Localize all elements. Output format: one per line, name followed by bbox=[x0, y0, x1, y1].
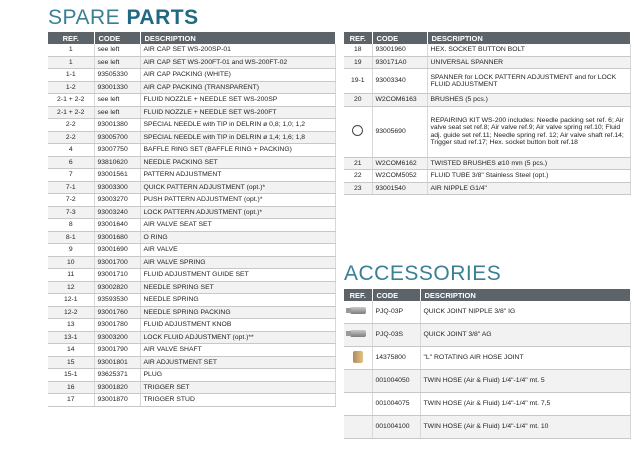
ref-cell: 12 bbox=[48, 281, 94, 294]
code-cell: 93810620 bbox=[94, 156, 140, 169]
description-cell: PLUG bbox=[140, 369, 335, 382]
icon-cell bbox=[344, 370, 372, 393]
description-cell: BRUSHES (5 pcs.) bbox=[427, 94, 630, 107]
ref-cell: 4 bbox=[48, 144, 94, 157]
table-row bbox=[344, 370, 630, 393]
ref-cell: 12-1 bbox=[48, 294, 94, 307]
code-cell: W2COM6163 bbox=[372, 94, 427, 107]
ref-cell bbox=[344, 106, 372, 157]
ref-cell: 13 bbox=[48, 319, 94, 332]
description-cell: TWIN HOSE (Air & Fluid) 1/4"-1/4" mt. 10 bbox=[420, 416, 630, 439]
table-row bbox=[48, 281, 335, 294]
code-cell: PJQ-03P bbox=[372, 301, 420, 324]
accessories-table bbox=[344, 289, 631, 439]
description-cell: AIR CAP PACKING (WHITE) bbox=[140, 69, 335, 82]
description-cell: FLUID TUBE 3/8" Stainless Steel (opt.) bbox=[427, 170, 630, 183]
header-ref: REF. bbox=[48, 32, 94, 44]
ref-cell: 14 bbox=[48, 344, 94, 357]
ref-cell: 8-1 bbox=[48, 231, 94, 244]
table-row bbox=[344, 301, 630, 324]
code-cell: W2COM6162 bbox=[372, 157, 427, 170]
ref-cell: 1 bbox=[48, 56, 94, 69]
title-bold: PARTS bbox=[126, 6, 199, 29]
description-cell: UNIVERSAL SPANNER bbox=[427, 56, 630, 69]
description-cell: NEEDLE PACKING SET bbox=[140, 156, 335, 169]
code-cell: see left bbox=[94, 44, 140, 56]
description-cell: TRIGGER SET bbox=[140, 381, 335, 394]
table-header bbox=[48, 32, 335, 44]
code-cell: 93625371 bbox=[94, 369, 140, 382]
code-cell: 93003270 bbox=[94, 194, 140, 207]
table-row bbox=[48, 394, 335, 407]
code-cell: 001004050 bbox=[372, 370, 420, 393]
ref-cell: 1-1 bbox=[48, 69, 94, 82]
ref-cell: 7 bbox=[48, 169, 94, 182]
ref-cell: 7-1 bbox=[48, 181, 94, 194]
table-row bbox=[48, 294, 335, 307]
ref-cell: 13-1 bbox=[48, 331, 94, 344]
table-row bbox=[344, 106, 630, 157]
table-row bbox=[48, 119, 335, 132]
ref-cell: 7-2 bbox=[48, 194, 94, 207]
ref-cell: 16 bbox=[48, 381, 94, 394]
ref-cell: 15-1 bbox=[48, 369, 94, 382]
ref-cell: 2-1 + 2-2 bbox=[48, 106, 94, 119]
ref-cell: 15 bbox=[48, 356, 94, 369]
description-cell: LOCK PATTERN ADJUSTMENT (opt.)* bbox=[140, 206, 335, 219]
code-cell: 93002820 bbox=[94, 281, 140, 294]
code-cell: 93001680 bbox=[94, 231, 140, 244]
code-cell: 93001540 bbox=[372, 182, 427, 195]
code-cell: 93007750 bbox=[94, 144, 140, 157]
quick-joint-nipple-icon bbox=[350, 307, 366, 314]
description-cell: FLUID NOZZLE + NEEDLE SET WS-200SP bbox=[140, 94, 335, 107]
table-row bbox=[48, 144, 335, 157]
table-row bbox=[48, 206, 335, 219]
table-row bbox=[48, 169, 335, 182]
description-cell: REPAIRING KIT WS-200 includes: Needle packing set ref. 6; Air valve seat set ref.8; Air valve ref.9; Air valve spring ref.10; Fluid adj. guide set ref.11; Needle spring ref. 12; Air valve shaft ref.14; Trigger stud ref.17; Hex. socket button bolt ref.18 bbox=[427, 106, 630, 157]
code-cell: 93003340 bbox=[372, 69, 427, 94]
table-row bbox=[48, 269, 335, 282]
ref-cell: 9 bbox=[48, 244, 94, 257]
code-cell: 93001640 bbox=[94, 219, 140, 232]
table-row bbox=[48, 381, 335, 394]
code-cell: 93001960 bbox=[372, 44, 427, 56]
table-row bbox=[48, 244, 335, 257]
description-cell: AIR NIPPLE G1/4" bbox=[427, 182, 630, 195]
header-code: CODE bbox=[94, 32, 140, 44]
description-cell: AIR VALVE bbox=[140, 244, 335, 257]
table-row bbox=[48, 69, 335, 82]
code-cell: 001004075 bbox=[372, 393, 420, 416]
description-cell: QUICK JOINT NIPPLE 3/8" IG bbox=[420, 301, 630, 324]
code-cell: 93001330 bbox=[94, 81, 140, 94]
ref-cell: 10 bbox=[48, 256, 94, 269]
accessories-title: ACCESSORIES bbox=[344, 262, 502, 285]
spare-parts-table-left bbox=[48, 32, 336, 407]
table-row bbox=[48, 256, 335, 269]
description-cell: TRIGGER STUD bbox=[140, 394, 335, 407]
table-row bbox=[344, 347, 630, 370]
ref-cell: 1 bbox=[48, 44, 94, 56]
table-row bbox=[48, 156, 335, 169]
code-cell: 93001700 bbox=[94, 256, 140, 269]
description-cell: AIR CAP PACKING (TRANSPARENT) bbox=[140, 81, 335, 94]
table-row bbox=[48, 319, 335, 332]
code-cell: 93001380 bbox=[94, 119, 140, 132]
table-row bbox=[48, 181, 335, 194]
description-cell: QUICK PATTERN ADJUSTMENT (opt.)* bbox=[140, 181, 335, 194]
icon-cell bbox=[344, 416, 372, 439]
repair-kit-circle-icon bbox=[352, 125, 363, 136]
icon-cell bbox=[344, 347, 372, 370]
table-row bbox=[48, 356, 335, 369]
table-header bbox=[344, 32, 630, 44]
code-cell: 93001820 bbox=[94, 381, 140, 394]
code-cell: 14375800 bbox=[372, 347, 420, 370]
ref-cell: 12-2 bbox=[48, 306, 94, 319]
description-cell: O RING bbox=[140, 231, 335, 244]
description-cell: PUSH PATTERN ADJUSTMENT (opt.)* bbox=[140, 194, 335, 207]
description-cell: SPECIAL NEEDLE with TIP in DELRIN ø 1,4; 1,6; 1,8 bbox=[140, 131, 335, 144]
description-cell: HEX. SOCKET BUTTON BOLT bbox=[427, 44, 630, 56]
ref-cell: 2-2 bbox=[48, 131, 94, 144]
quick-joint-icon bbox=[350, 330, 366, 337]
description-cell: AIR CAP SET WS-200FT-01 and WS-200FT-02 bbox=[140, 56, 335, 69]
code-cell: W2COM5052 bbox=[372, 170, 427, 183]
description-cell: AIR ADJUSTMENT SET bbox=[140, 356, 335, 369]
ref-cell: 7-3 bbox=[48, 206, 94, 219]
table-row bbox=[48, 56, 335, 69]
header-ref: REF. bbox=[344, 32, 372, 44]
description-cell: TWIN HOSE (Air & Fluid) 1/4"-1/4" mt. 5 bbox=[420, 370, 630, 393]
code-cell: 93593530 bbox=[94, 294, 140, 307]
table-row bbox=[344, 182, 630, 195]
table-row bbox=[48, 194, 335, 207]
table-row bbox=[48, 331, 335, 344]
ref-cell: 2-1 + 2-2 bbox=[48, 94, 94, 107]
code-cell: 93001690 bbox=[94, 244, 140, 257]
icon-cell bbox=[344, 324, 372, 347]
table-row bbox=[344, 69, 630, 94]
table-row bbox=[48, 94, 335, 107]
description-cell: AIR VALVE SHAFT bbox=[140, 344, 335, 357]
description-cell: PATTERN ADJUSTMENT bbox=[140, 169, 335, 182]
ref-cell: 19 bbox=[344, 56, 372, 69]
rotating-joint-icon bbox=[353, 351, 363, 363]
ref-cell: 22 bbox=[344, 170, 372, 183]
description-cell: TWISTED BRUSHES ø10 mm (5 pcs.) bbox=[427, 157, 630, 170]
ref-cell: 20 bbox=[344, 94, 372, 107]
description-cell: FLUID ADJUSTMENT GUIDE SET bbox=[140, 269, 335, 282]
description-cell: LOCK FLUID ADJUSTMENT (opt.)** bbox=[140, 331, 335, 344]
code-cell: 93001780 bbox=[94, 319, 140, 332]
description-cell: SPECIAL NEEDLE with TIP in DELRIN ø 0,8; 1,0; 1,2 bbox=[140, 119, 335, 132]
description-cell: FLUID ADJUSTMENT KNOB bbox=[140, 319, 335, 332]
ref-cell: 8 bbox=[48, 219, 94, 232]
code-cell: 93003200 bbox=[94, 331, 140, 344]
table-row bbox=[344, 393, 630, 416]
table-row bbox=[344, 324, 630, 347]
code-cell: 93005690 bbox=[372, 106, 427, 157]
description-cell: "L" ROTATING AIR HOSE JOINT bbox=[420, 347, 630, 370]
table-row bbox=[344, 94, 630, 107]
table-row bbox=[48, 44, 335, 56]
icon-cell bbox=[344, 393, 372, 416]
code-cell: 93001710 bbox=[94, 269, 140, 282]
description-cell: SPANNER for LOCK PATTERN ADJUSTMENT and for LOCK FLUID ADJUSTMENT bbox=[427, 69, 630, 94]
table-row bbox=[48, 344, 335, 357]
table-row bbox=[48, 219, 335, 232]
table-header bbox=[344, 289, 630, 301]
table-row bbox=[48, 231, 335, 244]
code-cell: see left bbox=[94, 56, 140, 69]
spare-parts-title bbox=[48, 6, 199, 30]
description-cell: NEEDLE SPRING PACKING bbox=[140, 306, 335, 319]
code-cell: see left bbox=[94, 94, 140, 107]
ref-cell: 1-2 bbox=[48, 81, 94, 94]
code-cell: 93001760 bbox=[94, 306, 140, 319]
header-ref: REF. bbox=[344, 289, 372, 301]
code-cell: 93001561 bbox=[94, 169, 140, 182]
description-cell: AIR CAP SET WS-200SP-01 bbox=[140, 44, 335, 56]
code-cell: 93001801 bbox=[94, 356, 140, 369]
ref-cell: 18 bbox=[344, 44, 372, 56]
ref-cell: 21 bbox=[344, 157, 372, 170]
description-cell: FLUID NOZZLE + NEEDLE SET WS-200FT bbox=[140, 106, 335, 119]
title-light: SPARE bbox=[48, 6, 121, 29]
table-row bbox=[344, 44, 630, 56]
table-row bbox=[48, 106, 335, 119]
code-cell: 93003240 bbox=[94, 206, 140, 219]
header-code: CODE bbox=[372, 289, 420, 301]
description-cell: QUICK JOINT 3/8" AG bbox=[420, 324, 630, 347]
ref-cell: 23 bbox=[344, 182, 372, 195]
ref-cell: 2-2 bbox=[48, 119, 94, 132]
description-cell: NEEDLE SPRING bbox=[140, 294, 335, 307]
table-row bbox=[48, 369, 335, 382]
description-cell: AIR VALVE SEAT SET bbox=[140, 219, 335, 232]
code-cell: PJQ-03S bbox=[372, 324, 420, 347]
description-cell: TWIN HOSE (Air & Fluid) 1/4"-1/4" mt. 7,5 bbox=[420, 393, 630, 416]
header-description: DESCRIPTION bbox=[140, 32, 335, 44]
code-cell: 93001870 bbox=[94, 394, 140, 407]
description-cell: NEEDLE SPRING SET bbox=[140, 281, 335, 294]
table-row bbox=[344, 56, 630, 69]
table-row bbox=[48, 306, 335, 319]
ref-cell: 19-1 bbox=[344, 69, 372, 94]
code-cell: 93505330 bbox=[94, 69, 140, 82]
header-description: DESCRIPTION bbox=[420, 289, 630, 301]
description-cell: BAFFLE RING SET (BAFFLE RING + PACKING) bbox=[140, 144, 335, 157]
table-row bbox=[344, 416, 630, 439]
description-cell: AIR VALVE SPRING bbox=[140, 256, 335, 269]
table-row bbox=[344, 170, 630, 183]
table-row bbox=[344, 157, 630, 170]
header-code: CODE bbox=[372, 32, 427, 44]
ref-cell: 6 bbox=[48, 156, 94, 169]
code-cell: see left bbox=[94, 106, 140, 119]
ref-cell: 11 bbox=[48, 269, 94, 282]
code-cell: 93005700 bbox=[94, 131, 140, 144]
code-cell: 930171A0 bbox=[372, 56, 427, 69]
code-cell: 93003300 bbox=[94, 181, 140, 194]
table-row bbox=[48, 131, 335, 144]
table-row bbox=[48, 81, 335, 94]
code-cell: 001004100 bbox=[372, 416, 420, 439]
icon-cell bbox=[344, 301, 372, 324]
header-description: DESCRIPTION bbox=[427, 32, 630, 44]
ref-cell: 17 bbox=[48, 394, 94, 407]
spare-parts-table-right bbox=[344, 32, 631, 195]
code-cell: 93001790 bbox=[94, 344, 140, 357]
